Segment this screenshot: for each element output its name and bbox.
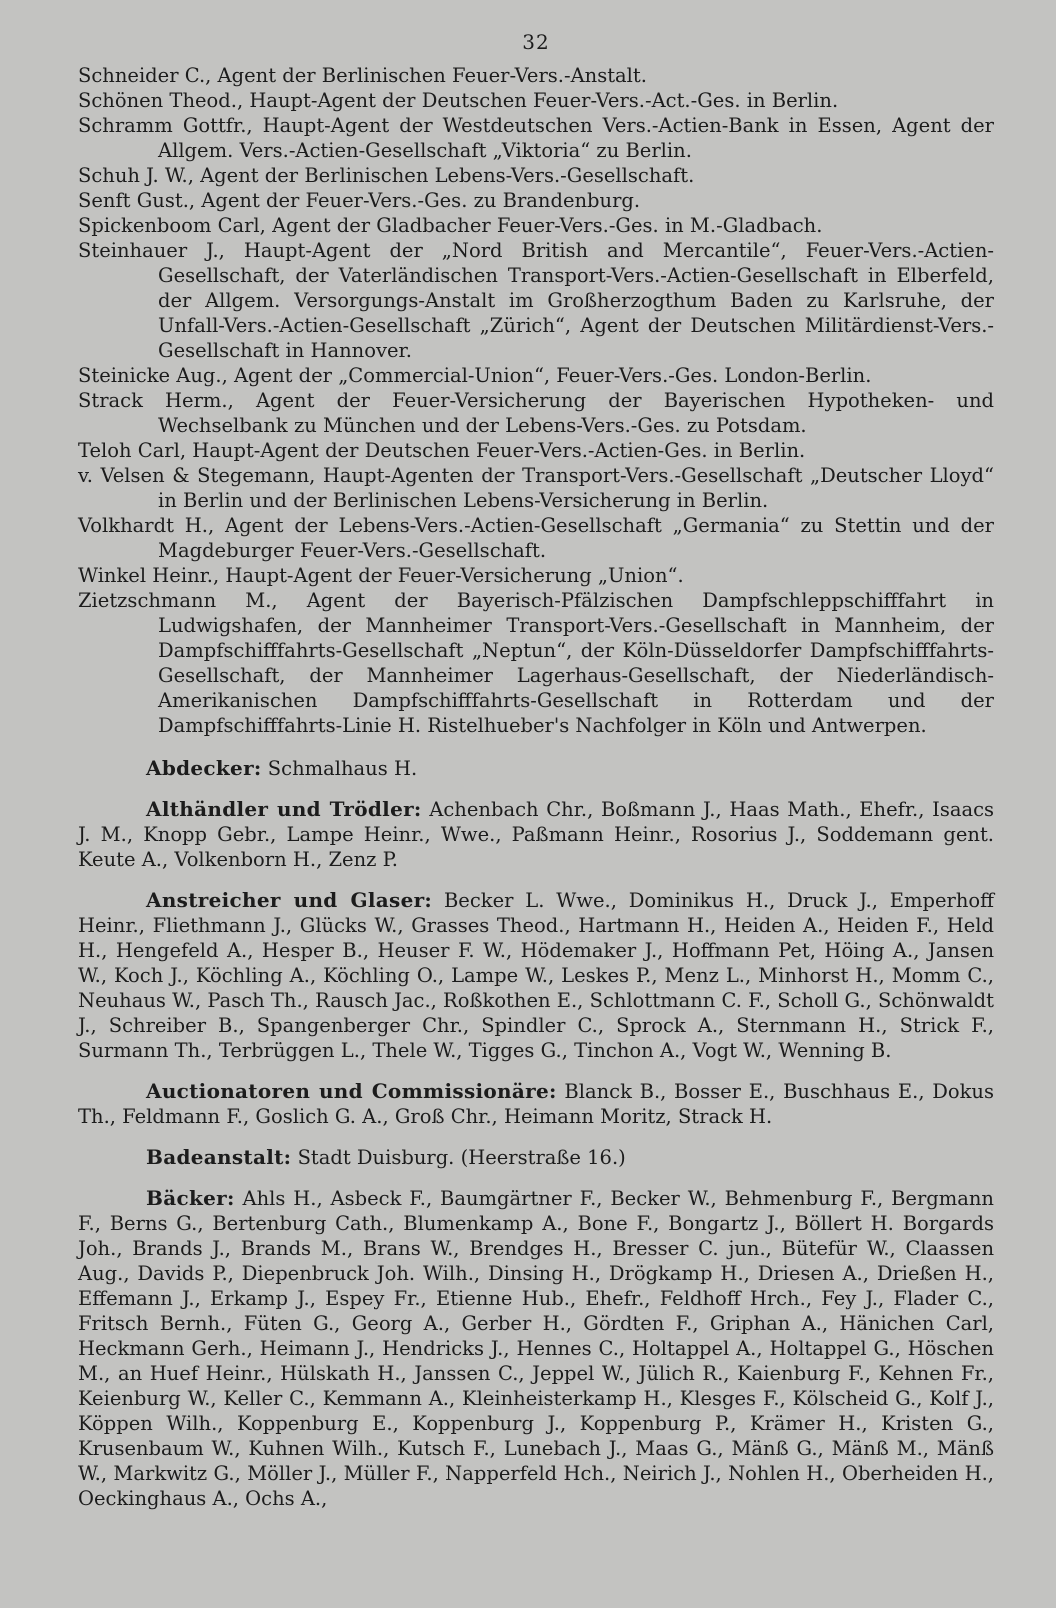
section-heading: Althändler und Trödler: xyxy=(146,797,422,821)
section-body: Ahls H., Asbeck F., Baumgärtner F., Becker W., Behmenburg F., Bergmann F., Berns G., Bertenburg Cath., Blumenkamp A., Bone F., Bongartz J., Böllert H. Borgards Joh., Brands J., Brands M., Brans W., Brendges H., Bresser C. jun., Bütefür W., Claassen Aug., Davids P., Diepenbruck Joh. Wilh., Dinsing H., Drögkamp H., Driesen A., Drießen H., Effemann J., Erkamp J., Espey Fr., Etienne Hub., Ehefr., Feldhoff Hrch., Fey J., Flader C., Fritsch Bernh., Füten G., Georg A., Gerber H., Gördten F., Griphan A., Hänichen Carl, Heckmann Gerh., Heimann J., Hendricks J., Hennes C., Holtappel A., Holtappel G., Höschen M., an Huef Heinr., Hülskath H., Janssen C., Jeppel W., Jülich R., Kaienburg F., Kehnen Fr., Keienburg W., Keller C., Kemmann A., Kleinheisterkamp H., Klesges F., Kölscheid G., Kolf J., Köppen Wilh., Koppenburg E., Koppenburg J., Koppenburg P., Krämer H., Kristen G., Krusenbaum W., Kuhnen Wilh., Kutsch F., Lunebach J., Maas G., Mänß G., Mänß M., Mänß W., Markwitz G., Möller J., Müller F., Napperfeld Hch., Neirich J., Nohlen H., Oberheiden H., Oeckinghaus A., Ochs A., xyxy=(78,1187,994,1510)
trade-section xyxy=(78,1079,994,1129)
trade-section xyxy=(78,1186,994,1511)
section-heading: Badeanstalt: xyxy=(146,1145,292,1169)
list-entry: Teloh Carl, Haupt-Agent der Deutschen Feuer-Vers.-Actien-Ges. in Berlin. xyxy=(78,439,806,462)
section-body: Stadt Duisburg. (Heerstraße 16.) xyxy=(297,1146,626,1169)
section-heading: Abdecker: xyxy=(146,756,262,780)
trade-section xyxy=(78,797,994,872)
trade-section xyxy=(78,888,994,1063)
list-entry: Steinhauer J., Haupt-Agent der „Nord British and Mercantile“, Feuer-Vers.-Actien-Gesellschaft, der Vaterländischen Transport-Vers.-Actien-Gesellschaft in Elberfeld, der Allgem. Versorgungs-Anstalt im Großherzogthum Baden zu Karlsruhe, der Unfall-Vers.-Actien-Gesellschaft „Zürich“, Agent der Deutschen Militärdienst-Vers.-Gesellschaft in Hannover. xyxy=(78,239,994,362)
list-entry: Schramm Gottfr., Haupt-Agent der Westdeutschen Vers.-Actien-Bank in Essen, Agent der Allgem. Vers.-Actien-Gesellschaft „Viktoria“ zu Berlin. xyxy=(78,114,994,162)
list-entry: Senft Gust., Agent der Feuer-Vers.-Ges. zu Brandenburg. xyxy=(78,189,641,212)
insurance-agents-list xyxy=(78,63,994,738)
section-heading: Anstreicher und Glaser: xyxy=(146,888,433,912)
list-entry: Zietzschmann M., Agent der Bayerisch-Pfälzischen Dampfschleppschifffahrt in Ludwigshafen, der Mannheimer Transport-Vers.-Gesellschaft in Mannheim, der Dampfschifffahrts-Gesellschaft „Neptun“, der Köln-Düsseldorfer Dampfschifffahrts-Gesellschaft, der Mannheimer Lagerhaus-Gesellschaft, der Niederländisch-Amerikanischen Dampfschifffahrts-Gesellschaft in Rotterdam und der Dampfschifffahrts-Linie H. Ristelhueber's Nachfolger in Köln und Antwerpen. xyxy=(78,589,994,737)
section-body: Becker L. Wwe., Dominikus H., Druck J., Emperhoff Heinr., Fliethmann J., Glücks W., Grasses Theod., Hartmann H., Heiden A., Heiden F., Held H., Hengefeld A., Hesper B., Heuser F. W., Hödemaker J., Hoffmann Pet, Höing A., Jansen W., Koch J., Köchling A., Köchling O., Lampe W., Leskes P., Menz L., Minhorst H., Momm C., Neuhaus W., Pasch Th., Rausch Jac., Roßkothen E., Schlottmann C. F., Scholl G., Schönwaldt J., Schreiber B., Spangenberger Chr., Spindler C., Sprock A., Sternmann H., Strick F., Surmann Th., Terbrüggen L., Thele W., Tigges G., Tinchon A., Vogt W., Wenning B. xyxy=(78,889,994,1062)
page-number: 32 xyxy=(522,30,550,54)
list-entry: Schuh J. W., Agent der Berlinischen Lebens-Vers.-Gesellschaft. xyxy=(78,164,695,187)
section-body: Achenbach Chr., Boßmann J., Haas Math., Ehefr., Isaacs J. M., Knopp Gebr., Lampe Heinr., Wwe., Paßmann Heinr., Rosorius J., Soddemann gent. Keute A., Volkenborn H., Zenz P. xyxy=(78,798,994,871)
section-heading: Auctionatoren und Commissionäre: xyxy=(146,1079,557,1103)
section-body: Schmalhaus H. xyxy=(267,757,418,780)
trade-section xyxy=(78,1145,994,1170)
list-entry: Volkhardt H., Agent der Lebens-Vers.-Actien-Gesellschaft „Germania“ zu Stettin und der Magdeburger Feuer-Vers.-Gesellschaft. xyxy=(78,514,994,562)
list-entry: Strack Herm., Agent der Feuer-Versicherung der Bayerischen Hypotheken- und Wechselbank zu München und der Lebens-Vers.-Ges. zu Potsdam. xyxy=(78,389,994,437)
list-entry: Schönen Theod., Haupt-Agent der Deutschen Feuer-Vers.-Act.-Ges. in Berlin. xyxy=(78,89,839,112)
trade-section xyxy=(78,756,994,781)
list-entry: v. Velsen & Stegemann, Haupt-Agenten der Transport-Vers.-Gesellschaft „Deutscher Lloyd“ in Berlin und der Berlinischen Lebens-Versicherung in Berlin. xyxy=(78,464,994,512)
list-entry: Spickenboom Carl, Agent der Gladbacher Feuer-Vers.-Ges. in M.-Gladbach. xyxy=(78,214,823,237)
section-heading: Bäcker: xyxy=(146,1186,235,1210)
section-body: Blanck B., Bosser E., Buschhaus E., Dokus Th., Feldmann F., Goslich G. A., Groß Chr., Heimann Moritz, Strack H. xyxy=(78,1080,995,1128)
list-entry: Steinicke Aug., Agent der „Commercial-Union“, Feuer-Vers.-Ges. London-Berlin. xyxy=(78,364,872,387)
list-entry: Winkel Heinr., Haupt-Agent der Feuer-Versicherung „Union“. xyxy=(78,564,684,587)
list-entry: Schneider C., Agent der Berlinischen Feuer-Vers.-Anstalt. xyxy=(78,64,647,87)
